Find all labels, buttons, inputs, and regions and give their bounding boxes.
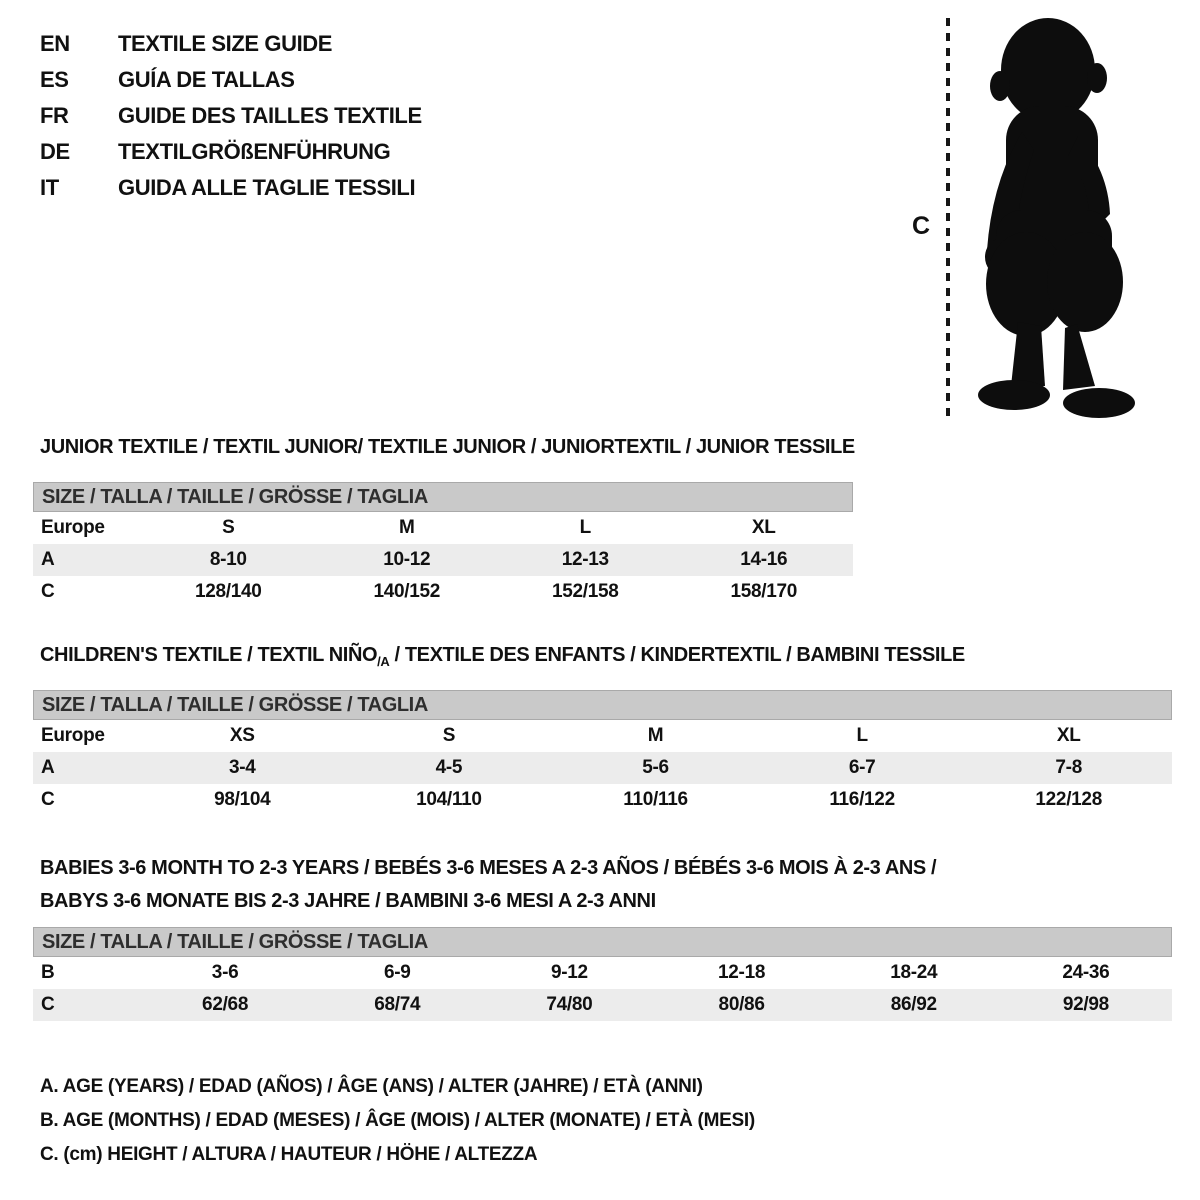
babies-size-table <box>33 927 1172 1021</box>
size-cell: XL <box>751 517 776 538</box>
size-header-bar: SIZE / TALLA / TAILLE / GRÖSSE / TAGLIA <box>33 927 1172 957</box>
height-cell: 98/104 <box>214 789 271 810</box>
children-title-prefix: CHILDREN'S TEXTILE / TEXTIL NIÑO <box>40 644 378 666</box>
height-cell: 140/152 <box>373 581 441 602</box>
table-row <box>33 989 1172 1021</box>
height-cell: 62/68 <box>202 994 249 1015</box>
row-label: B <box>41 962 55 983</box>
size-header-bar: SIZE / TALLA / TAILLE / GRÖSSE / TAGLIA <box>33 482 853 512</box>
table-row <box>33 957 1172 989</box>
size-header-bar: SIZE / TALLA / TAILLE / GRÖSSE / TAGLIA <box>33 690 1172 720</box>
height-cell: 74/80 <box>546 994 593 1015</box>
age-cell: 8-10 <box>209 549 247 570</box>
table-row <box>33 576 853 608</box>
guide-title: GUIDE DES TAILLES TEXTILE <box>118 103 422 128</box>
babies-title-line1: BABIES 3-6 MONTH TO 2-3 YEARS / BEBÉS 3-6 MESES A 2-3 AÑOS / BÉBÉS 3-6 MOIS À 2-3 ANS / <box>40 857 937 879</box>
size-cell: S <box>442 725 456 746</box>
junior-section-title: JUNIOR TEXTILE / TEXTIL JUNIOR/ TEXTILE JUNIOR / JUNIORTEXTIL / JUNIOR TESSILE <box>40 436 855 458</box>
language-row <box>40 170 422 206</box>
row-label: Europe <box>41 517 105 538</box>
age-cell: 3-4 <box>229 757 256 778</box>
age-cell: 12-18 <box>718 962 766 983</box>
children-section-title <box>40 644 965 669</box>
age-cell: 7-8 <box>1055 757 1082 778</box>
row-label: C <box>41 789 55 810</box>
row-label: A <box>41 549 55 570</box>
age-cell: 24-36 <box>1062 962 1110 983</box>
toddler-silhouette-icon <box>958 12 1140 422</box>
age-cell: 3-6 <box>211 962 239 983</box>
language-code: FR <box>40 103 69 128</box>
height-cell: 116/122 <box>829 789 895 810</box>
row-label: C <box>41 994 55 1015</box>
size-cell: L <box>856 725 868 746</box>
language-code: EN <box>40 31 70 56</box>
legend-line-a: A. AGE (YEARS) / EDAD (AÑOS) / ÂGE (ANS) / ALTER (JAHRE) / ETÀ (ANNI) <box>40 1076 703 1097</box>
children-size-table <box>33 690 1172 816</box>
age-cell: 12-13 <box>561 549 609 570</box>
table-row <box>33 720 1172 752</box>
height-cell: 86/92 <box>890 994 937 1015</box>
height-cell: 152/158 <box>551 581 619 602</box>
language-code: IT <box>40 175 59 200</box>
size-cell: M <box>398 517 415 538</box>
height-measure-dashed-line <box>946 18 950 416</box>
height-cell: 110/116 <box>623 789 688 810</box>
language-row <box>40 134 422 170</box>
guide-title: TEXTILE SIZE GUIDE <box>118 31 333 56</box>
guide-title: GUÍA DE TALLAS <box>118 67 295 92</box>
age-cell: 10-12 <box>383 549 431 570</box>
age-cell: 14-16 <box>740 549 788 570</box>
height-cell: 80/86 <box>718 994 765 1015</box>
children-title-subscript: /A <box>377 654 390 669</box>
size-cell: XL <box>1056 725 1081 746</box>
table-row <box>33 752 1172 784</box>
guide-title: GUIDA ALLE TAGLIE TESSILI <box>118 175 416 200</box>
junior-size-table <box>33 482 853 608</box>
height-cell: 68/74 <box>374 994 421 1015</box>
height-cell: 128/140 <box>194 581 262 602</box>
babies-section-title <box>40 852 936 918</box>
measurement-legend <box>40 1070 755 1172</box>
age-cell: 5-6 <box>642 757 669 778</box>
language-code: DE <box>40 139 70 164</box>
language-row <box>40 98 422 134</box>
row-label: Europe <box>41 725 105 746</box>
height-cell: 158/170 <box>730 581 798 602</box>
height-cell: 92/98 <box>1062 994 1109 1015</box>
legend-line-b: B. AGE (MONTHS) / EDAD (MESES) / ÂGE (MOIS) / ALTER (MONATE) / ETÀ (MESI) <box>40 1110 755 1131</box>
language-row <box>40 26 422 62</box>
children-title-suffix: / TEXTILE DES ENFANTS / KINDERTEXTIL / BAMBINI TESSILE <box>389 644 965 666</box>
row-label: C <box>41 581 55 602</box>
size-cell: S <box>222 517 235 538</box>
age-cell: 4-5 <box>435 757 463 778</box>
height-cell: 104/110 <box>416 789 482 810</box>
legend-line-c: C. (cm) HEIGHT / ALTURA / HAUTEUR / HÖHE / ALTEZZA <box>40 1144 538 1165</box>
guide-title: TEXTILGRÖßENFÜHRUNG <box>118 139 391 164</box>
language-code: ES <box>40 67 69 92</box>
height-measure-label: C <box>912 212 931 240</box>
language-title-list <box>40 26 422 206</box>
age-cell: 6-9 <box>383 962 411 983</box>
language-row <box>40 62 422 98</box>
age-cell: 18-24 <box>890 962 938 983</box>
age-cell: 9-12 <box>551 962 588 983</box>
size-cell: XS <box>229 725 255 746</box>
size-cell: M <box>647 725 664 746</box>
height-cell: 122/128 <box>1035 789 1102 810</box>
babies-title-line2: BABYS 3-6 MONATE BIS 2-3 JAHRE / BAMBINI 3-6 MESI A 2-3 ANNI <box>40 890 656 912</box>
table-row <box>33 544 853 576</box>
table-row <box>33 512 853 544</box>
table-row <box>33 784 1172 816</box>
row-label: A <box>41 757 55 778</box>
size-cell: L <box>579 517 591 538</box>
age-cell: 6-7 <box>848 757 876 778</box>
